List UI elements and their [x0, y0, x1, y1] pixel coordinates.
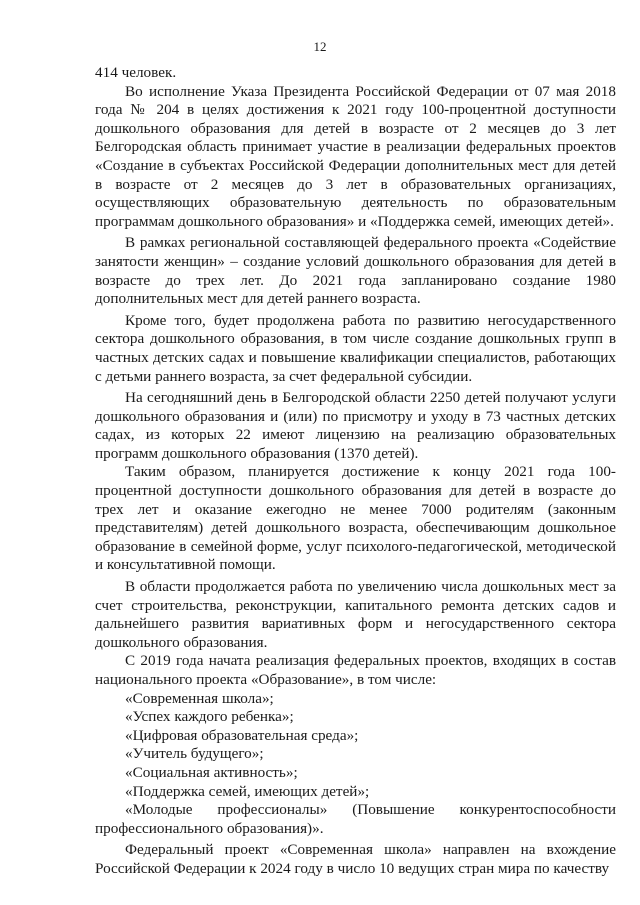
page-number: 12 — [313, 39, 327, 54]
list-item: «Учитель будущего»; — [125, 745, 264, 763]
paragraph-federal-projects: С 2019 года начата реализация федеральных проектов, входящих в состав национального проекта «Образование», в том числе: — [95, 652, 616, 688]
list-item: «Молодые профессионалы» (Повышение конкурентоспособности профессионального образования)». — [95, 801, 616, 837]
paragraph-women-employment: В рамках региональной составляющей федерального проекта «Содействие занятости женщин» – создание условий дошкольного образования для детей в возрасте до трех лет. До 2021 года запланировано создание 1980 дополнительных мест для детей раннего возраста. — [95, 234, 616, 308]
paragraph-decree: Во исполнение Указа Президента Российской Федерации от 07 мая 2018 года № 204 в целях достижения к 2021 году 100-процентной доступности дошкольного образования для детей в возрасте от 2 месяцев до 3 лет Белгородская область принимает участие в реализации федеральных проектов «Создание в субъектах Российской Федерации дополнительных мест для детей в возрасте от 2 месяцев до 3 лет в образовательных организациях, осуществляющих образовательную деятельность по образовательным программам дошкольного образования» и «Поддержка семей, имеющих детей». — [95, 82, 616, 230]
list-item: «Поддержка семей, имеющих детей»; — [125, 782, 370, 800]
document-body — [95, 64, 616, 879]
paragraph-modern-school: Федеральный проект «Современная школа» направлен на вхождение Российской Федерации к 2024 году в число 10 ведущих стран мира по качеству — [95, 841, 616, 877]
list-item: «Цифровая образовательная среда»; — [125, 726, 359, 744]
paragraph-construction: В области продолжается работа по увеличению числа дошкольных мест за счет строительства, реконструкции, капитального ремонта детских садов и дальнейшего развития вариативных форм и негосударственного сектора дошкольного образования. — [95, 578, 616, 651]
paragraph-non-state-sector: Кроме того, будет продолжена работа по развитию негосударственного сектора дошкольного образования, в том числе создание дошкольных групп в частных детских садах и повышение квалификации специалистов, работающих с детьми раннего возраста, за счет федеральной субсидии. — [95, 311, 616, 385]
list-item: «Современная школа»; — [125, 689, 274, 707]
paragraph-availability: Таким образом, планируется достижение к концу 2021 года 100-процентной доступности дошкольного образования для детей в возрасте до трех лет и оказание ежегодно не менее 7000 родителям (законным представителям) детей дошкольного возраста, обеспечивающим дошкольное образование в семейной форме, услуг психолого-педагогической, методической и консультативной помощи. — [95, 463, 616, 574]
paragraph-continuation: 414 человек. — [95, 64, 177, 81]
list-item: «Социальная активность»; — [125, 763, 298, 781]
projects-list — [95, 690, 616, 839]
list-item: «Успех каждого ребенка»; — [125, 708, 294, 726]
paragraph-private-kindergartens: На сегодняшний день в Белгородской области 2250 детей получают услуги дошкольного образования и (или) по присмотру и уходу в 73 частных детских садах, из которых 22 имеют лицензию на реализацию образовательных программ дошкольного образования (1370 детей). — [95, 389, 616, 462]
